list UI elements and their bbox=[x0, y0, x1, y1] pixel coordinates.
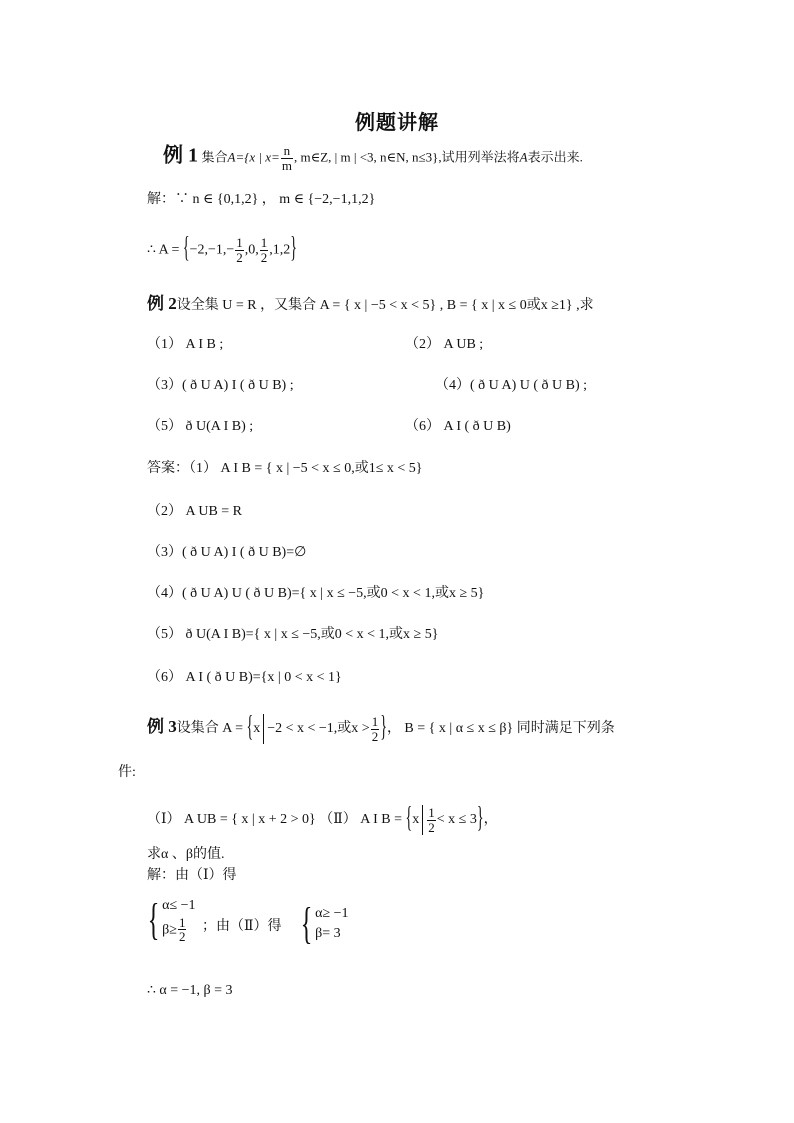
example-2-question: 例 2设全集 U = R ，又集合 A = { x | −5 < x < 5} , B = { x | x ≤ 0或x ≥1} ,求 bbox=[147, 294, 594, 313]
example-2-label: 例 2 bbox=[147, 294, 177, 313]
example-2-answer-3: （3）( ð U A) I ( ð U B)=∅ bbox=[147, 545, 307, 560]
example-3-question-cont: 件: bbox=[118, 765, 136, 780]
example-2-part-1: （1） A I B ; bbox=[147, 337, 224, 352]
example-2-answer-6: （6） A I ( ð U B)={x | 0 < x < 1} bbox=[147, 670, 342, 685]
example-2-answer-2: （2） A UB = R bbox=[147, 504, 243, 519]
system-of-inequalities-1: { α≤ −1 β≥ $\frac{1}{2}$ bbox=[147, 894, 196, 945]
system-of-inequalities-2: { α≥ −1 β= 3 bbox=[300, 899, 349, 948]
fraction-n-over-m: $\frac{n}{m}$ bbox=[281, 143, 292, 173]
example-1-solution-line-1: 解：∵ n ∈ {0,1,2} ， m ∈ {−2,−1,1,2} bbox=[147, 192, 376, 207]
example-3-question: 例 3设集合 A = {x −2 < x < −1,或x > $\frac{1}{2}$ }， B = { x | α ≤ x ≤ β} 同时满足下列条 bbox=[147, 712, 615, 744]
example-3-mid-text: ；由（Ⅱ）得 bbox=[202, 919, 282, 934]
page-title: 例题讲解 bbox=[355, 112, 439, 134]
example-2-part-5: （5） ð U(A I B) ; bbox=[147, 419, 254, 434]
example-3-final-answer: ∴ α = −1, β = 3 bbox=[147, 983, 233, 998]
example-2-part-3: （3）( ð U A) I ( ð U B) ; bbox=[147, 378, 294, 393]
example-1-question: 例 1 集合A={x | x= $\frac{n}{m}$ , m∈Z, | m | <3, n∈N, n≤3},试用列举法将A表示出来. bbox=[163, 143, 583, 173]
example-2-answer-5: （5） ð U(A I B)={ x | x ≤ −5,或0 < x < 1,或x ≥ 5} bbox=[147, 627, 439, 642]
example-2-part-4: （4）( ð U A) U ( ð U B) ; bbox=[435, 378, 588, 393]
example-1-label: 例 1 bbox=[163, 144, 198, 167]
example-2-answer-4: （4）( ð U A) U ( ð U B)={ x | x ≤ −5,或0 < x < 1,或x ≥ 5} bbox=[147, 586, 485, 601]
example-3-label: 例 3 bbox=[147, 717, 177, 737]
example-2-part-6: （6） A I ( ð U B) bbox=[405, 419, 511, 434]
example-3-solution: 解：由（Ⅰ）得 bbox=[147, 868, 237, 883]
example-2-part-2: （2） A UB ; bbox=[405, 337, 484, 352]
example-3-conditions: （Ⅰ） A UB = { x | x + 2 > 0} （Ⅱ） A I B = {x $\frac{1}{2}$ < x ≤ 3}， bbox=[147, 803, 498, 835]
example-3-ask: 求α 、β的值. bbox=[147, 847, 225, 862]
example-1-solution-line-2: ∴ A = {−2,−1,− $\frac{1}{2}$ ,0, $\frac{1}{2}$ ,1,2} bbox=[147, 233, 298, 265]
example-2-answer-1: 答案：（1） A I B = { x | −5 < x ≤ 0,或1≤ x < 5} bbox=[147, 461, 423, 476]
